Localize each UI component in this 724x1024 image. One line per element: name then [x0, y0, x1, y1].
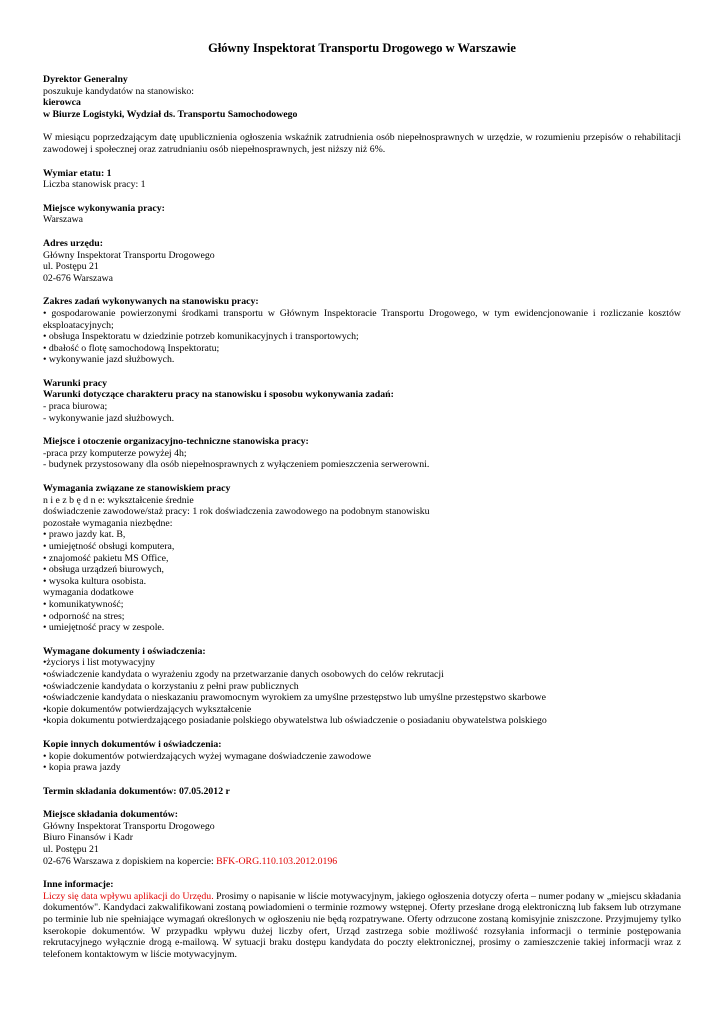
document-page — [43, 41, 681, 960]
info-highlight: Liczy się data wpływu aplikacji do Urzędu. — [43, 890, 214, 902]
info-paragraph — [43, 891, 681, 961]
deadline: Termin składania dokumentów: 07.05.2012 r — [43, 785, 230, 797]
info-heading: Inne informacje: — [43, 879, 114, 891]
condition-item: - wykonywanie jazd służbowych. — [43, 412, 175, 424]
requirement-line: pozostałe wymagania niezbędne: — [43, 517, 173, 529]
document-item: •kopie dokumentów potwierdzających wykształcenie — [43, 703, 252, 715]
requirements-heading: Wymagania związane ze stanowiskiem pracy — [43, 483, 231, 495]
duty-item: • gospodarowanie powierzonymi środkami transportu w Głównym Inspektoracie Transportu Drogowego, w tym ewidencjonowanie i rozliczanie kosztów eksploatacyjnych; — [43, 307, 681, 331]
office-address-line: ul. Postępu 21 — [43, 261, 99, 273]
info-text: Prosimy o napisanie w liście motywacyjnym, jakiego ogłoszenia dotyczy oferta – numer podany w „miejscu składania dokumentów". Kandydaci zakwalifikowani zostaną powiadomieni o terminie rozmowy wstępnej. Oferty przesłane drogą elektroniczną lub faksem lub otrzymane po terminie lub nie spełniające wymagań określonych w ogłoszeniu nie będą rozpatrywane. Oferty odrzucone zostaną komisyjnie zniszczone. Przyjmujemy tylko kserokopie dokumentów. W przypadku wpływu dużej liczby ofert, Urząd zastrzega sobie możliwość rozsyłania informacji o terminie postępowania rekrutacyjnego wyłącznie drogą e-mailową. W sytuacji braku dostępu kandydata do poczty elektronicznej, prosimy o zamieszczenie takiej informacji wraz z telefonem kontaktowym w liście motywacyjnym. — [43, 890, 681, 960]
environment-item: - budynek przystosowany dla osób niepełnosprawnych z wyłączeniem pomieszczenia serwerowni. — [43, 459, 430, 471]
submission-line: Główny Inspektorat Transportu Drogowego — [43, 820, 215, 832]
workplace-value: Warszawa — [43, 214, 84, 226]
workplace-heading: Miejsce wykonywania pracy: — [43, 202, 165, 214]
employment-heading: Wymiar etatu: 1 — [43, 167, 112, 179]
other-document-item: • kopia prawa jazdy — [43, 762, 121, 774]
intro-position: kierowca — [43, 97, 81, 109]
submission-line: Biuro Finansów i Kadr — [43, 832, 134, 844]
document-item: •życiorys i list motywacyjny — [43, 657, 155, 669]
condition-item: - praca biurowa; — [43, 401, 108, 413]
requirement-line: • obsługa urządzeń biurowych, — [43, 564, 164, 576]
duty-item: • dbałość o flotę samochodową Inspektoratu; — [43, 342, 220, 354]
duty-item: • wykonywanie jazd służbowych. — [43, 354, 175, 366]
duties-heading: Zakres zadań wykonywanych na stanowisku pracy: — [43, 296, 259, 308]
duty-item: • obsługa Inspektoratu w dziedzinie potrzeb komunikacyjnych i transportowych; — [43, 331, 359, 343]
environment-item: -praca przy komputerze powyżej 4h; — [43, 447, 187, 459]
document-item: •kopia dokumentu potwierdzającego posiadanie polskiego obywatelstwa lub oświadczenie o posiadaniu obywatelstwa polskiego — [43, 715, 547, 727]
conditions-subheading: Warunki dotyczące charakteru pracy na stanowisku i sposobu wykonywania zadań: — [43, 389, 394, 401]
environment-heading: Miejsce i otoczenie organizacyjno-techniczne stanowiska pracy: — [43, 436, 309, 448]
intro-role: Dyrektor Generalny — [43, 74, 128, 85]
office-address-line: 02-676 Warszawa — [43, 272, 114, 284]
document-item: •oświadczenie kandydata o wyrażeniu zgody na przetwarzanie danych osobowych do celów rekrutacji — [43, 668, 444, 680]
documents-heading: Wymagane dokumenty i oświadczenia: — [43, 645, 206, 657]
requirement-line: • umiejętność obsługi komputera, — [43, 541, 175, 552]
requirement-line: • komunikatywność; — [43, 598, 124, 610]
office-address-heading: Adres urzędu: — [43, 237, 103, 249]
requirement-line: • odporność na stres; — [43, 610, 125, 622]
positions-count: Liczba stanowisk pracy: 1 — [43, 179, 146, 191]
requirement-line: • umiejętność pracy w zespole. — [43, 622, 165, 634]
intro-department: w Biurze Logistyki, Wydział ds. Transportu Samochodowego — [43, 108, 298, 120]
other-documents-heading: Kopie innych dokumentów i oświadczenia: — [43, 738, 222, 750]
submission-last-line — [43, 856, 681, 868]
requirement-line: doświadczenie zawodowe/staż pracy: 1 rok doświadczenia zawodowego na podobnym stanowisku — [43, 506, 430, 518]
office-address-line: Główny Inspektorat Transportu Drogowego — [43, 249, 215, 261]
document-item: •oświadczenie kandydata o korzystaniu z pełni praw publicznych — [43, 680, 299, 692]
submission-line: ul. Postępu 21 — [43, 844, 99, 856]
conditions-heading: Warunki pracy — [43, 377, 107, 389]
disability-note: W miesiącu poprzedzającym datę upublicznienia ogłoszenia wskaźnik zatrudnienia osób niepełnosprawnych w urzędzie, w rozumieniu przepisów o rehabilitacji zawodowej i społecznej oraz zatrudnianiu osób niepełnosprawnych, jest niższy niż 6%. — [43, 132, 681, 155]
requirement-line: • znajomość pakietu MS Office, — [43, 552, 169, 564]
requirement-line: n i e z b ę d n e: wykształcenie średnie — [43, 494, 194, 506]
requirement-line: wymagania dodatkowe — [43, 587, 134, 599]
submission-address-prefix: 02-676 Warszawa z dopiskiem na kopercie: — [43, 855, 217, 867]
intro-seeking: poszukuje kandydatów na stanowisko: — [43, 85, 195, 97]
submission-heading: Miejsce składania dokumentów: — [43, 809, 178, 821]
other-document-item: • kopie dokumentów potwierdzających wyżej wymagane doświadczenie zawodowe — [43, 750, 371, 762]
document-item: •oświadczenie kandydata o nieskazaniu prawomocnym wyrokiem za umyślne przestępstwo lub umyślne przestępstwo skarbowe — [43, 692, 546, 704]
requirement-line: • wysoka kultura osobista. — [43, 575, 147, 587]
document-title: Główny Inspektorat Transportu Drogowego w Warszawie — [208, 41, 516, 55]
requirement-line: • prawo jazdy kat. B, — [43, 529, 126, 541]
reference-number: BFK-ORG.110.103.2012.0196 — [216, 855, 338, 867]
